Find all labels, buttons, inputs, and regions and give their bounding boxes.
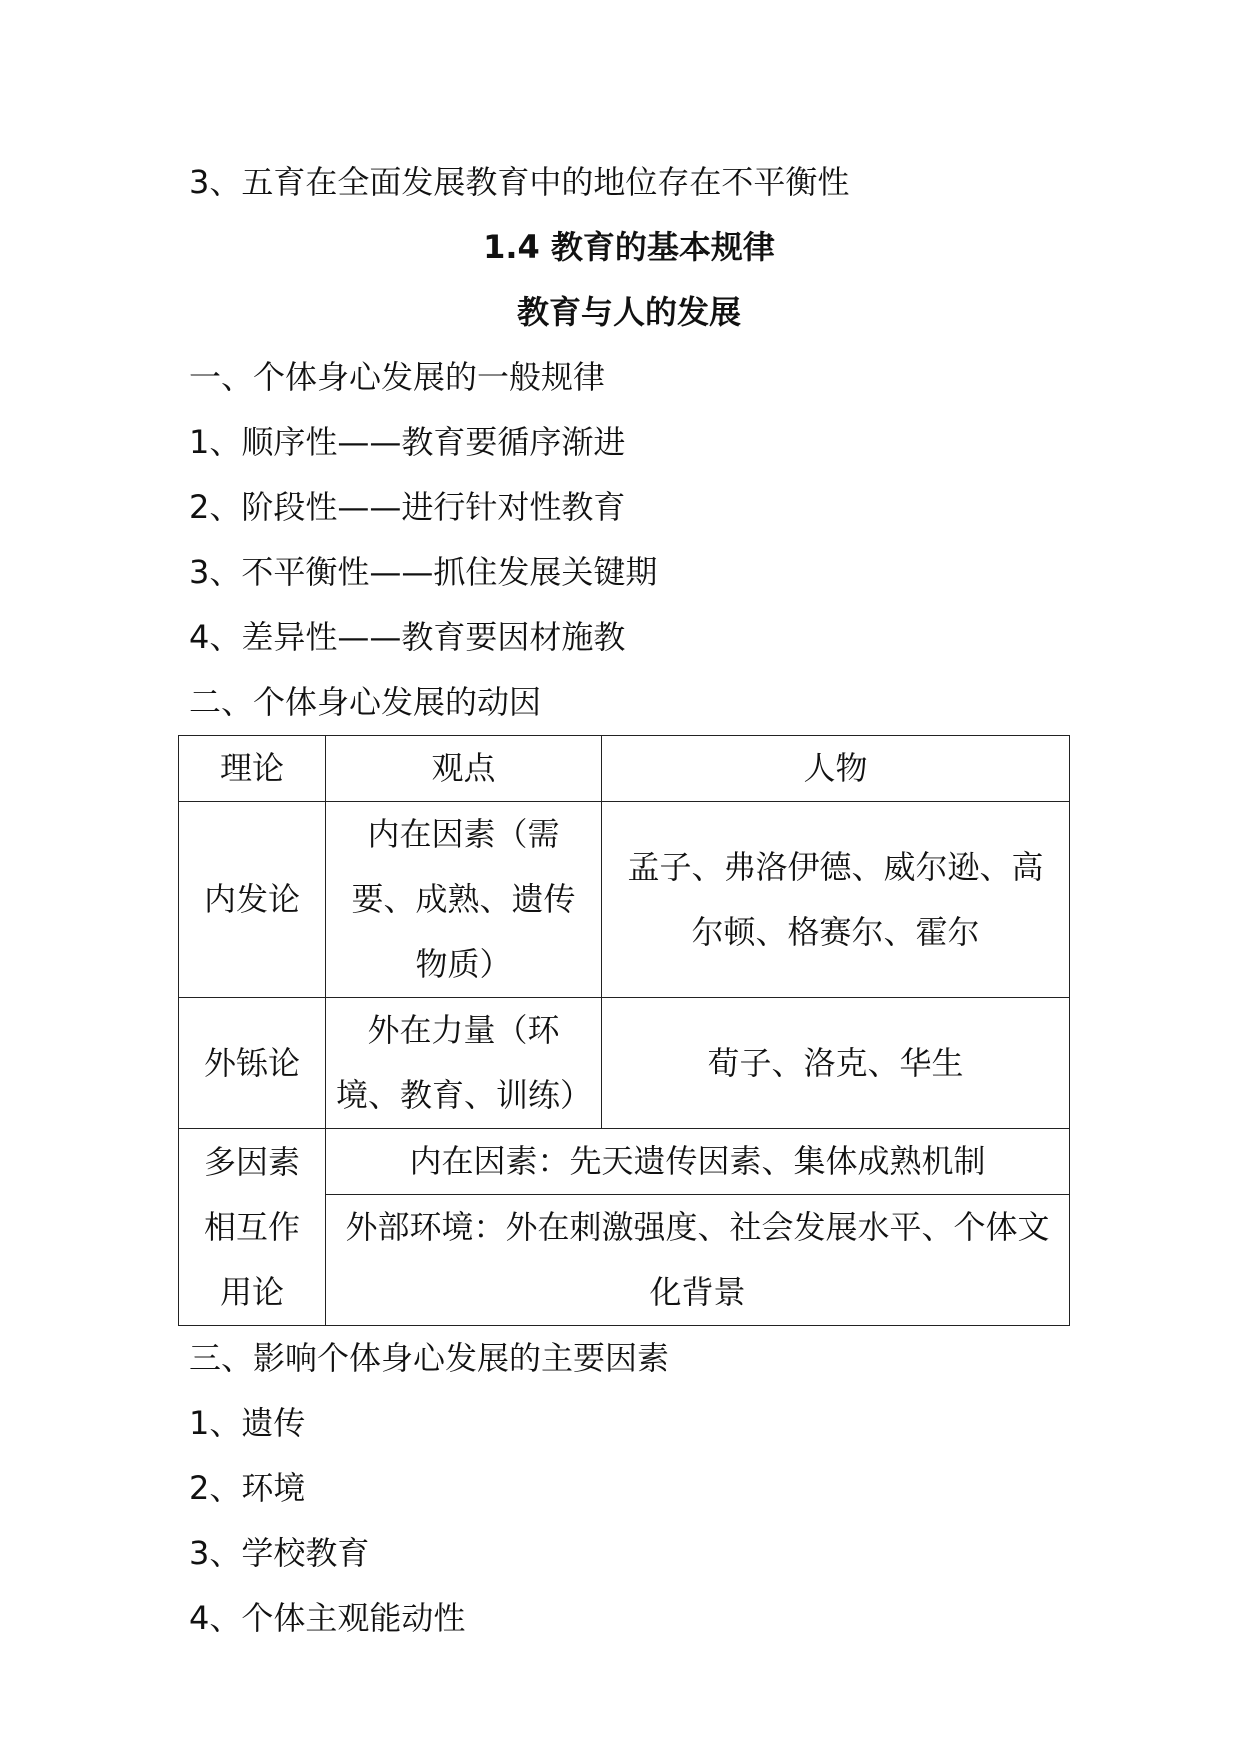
people-cell: 荀子、洛克、华生 <box>602 998 1070 1129</box>
document-page <box>189 150 1069 1651</box>
theory-cell: 多因素相互作用论 <box>179 1129 326 1326</box>
internal-factors-cell: 内在因素：先天遗传因素、集体成熟机制 <box>326 1129 1070 1195</box>
part3-item: 4、个体主观能动性 <box>189 1599 466 1637</box>
table-header-row <box>179 736 1070 802</box>
part3-heading: 三、影响个体身心发展的主要因素 <box>189 1339 670 1377</box>
people-cell: 孟子、弗洛伊德、威尔逊、高尔顿、格赛尔、霍尔 <box>602 802 1070 998</box>
theory-cell: 内发论 <box>179 802 326 998</box>
part1-item: 4、差异性——教育要因材施教 <box>189 618 626 656</box>
part1-item: 1、顺序性——教育要循序渐进 <box>189 423 626 461</box>
column-header-theory: 理论 <box>179 736 326 802</box>
part1-heading: 一、个体身心发展的一般规律 <box>189 358 606 396</box>
table-row <box>179 802 1070 998</box>
subsection-title: 教育与人的发展 <box>516 293 741 331</box>
column-header-view: 观点 <box>326 736 602 802</box>
theory-table <box>178 735 1070 1326</box>
external-environment-cell: 外部环境：外在刺激强度、社会发展水平、个体文化背景 <box>326 1195 1070 1326</box>
part1-item: 3、不平衡性——抓住发展关键期 <box>189 553 658 591</box>
column-header-people: 人物 <box>602 736 1070 802</box>
part3-item: 3、学校教育 <box>189 1534 370 1572</box>
intro-line: 3、五育在全面发展教育中的地位存在不平衡性 <box>189 163 850 201</box>
theory-cell: 外铄论 <box>179 998 326 1129</box>
view-cell: 外在力量（环境、教育、训练） <box>326 998 602 1129</box>
part3-item: 2、环境 <box>189 1469 306 1507</box>
part2-heading: 二、个体身心发展的动因 <box>189 683 542 721</box>
table-row <box>179 1129 1070 1195</box>
table-row <box>179 998 1070 1129</box>
section-title: 1.4 教育的基本规律 <box>483 228 775 266</box>
part1-item: 2、阶段性——进行针对性教育 <box>189 488 626 526</box>
view-cell: 内在因素（需要、成熟、遗传物质） <box>326 802 602 998</box>
part3-item: 1、遗传 <box>189 1404 306 1442</box>
